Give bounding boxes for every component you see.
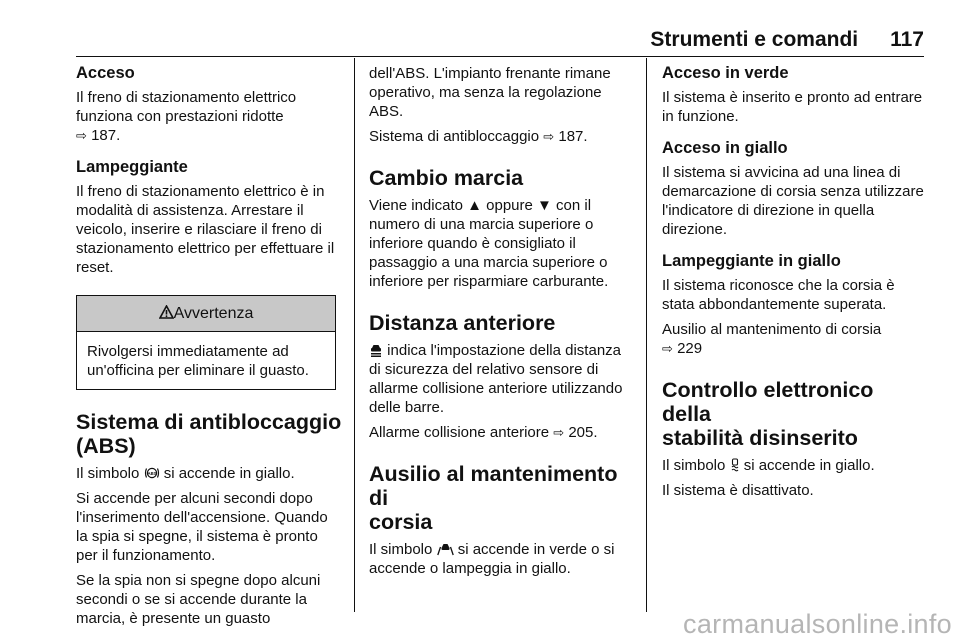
- warning-box: [76, 295, 336, 390]
- green-title: Acceso in verde: [662, 64, 789, 82]
- abs-symbol-text: Il simbolo ABS si accende in giallo.: [76, 465, 295, 482]
- yellow-text: Il sistema si avvicina ad una linea di demarcazione di corsia senza utilizzare l'indicatore di direzione in quella direzione.: [662, 164, 924, 238]
- esc-heading: Controllo elettronico della stabilità disinserito: [662, 378, 874, 450]
- reference-arrow-icon: ⇨: [76, 128, 87, 143]
- distance-text: indica l'impostazione della distanza di sicurezza del relativo sensore di allarme collisione anteriore utilizzando delle barre.: [369, 342, 623, 416]
- page-reference[interactable]: 229: [677, 340, 703, 357]
- page-title: Strumenti e comandi: [650, 28, 859, 51]
- gear-heading: Cambio marcia: [369, 166, 524, 190]
- column-left: [76, 64, 342, 634]
- abs-reference: Sistema di antibloccaggio ⇨ 187.: [369, 128, 588, 145]
- column-middle: [369, 64, 635, 584]
- reference-arrow-icon: ⇨: [662, 341, 673, 356]
- reference-arrow-icon: ⇨: [543, 129, 555, 144]
- svg-text:ABS: ABS: [147, 470, 156, 476]
- blink-title: Lampeggiante in giallo: [662, 252, 841, 270]
- gear-text: Viene indicato ▲ oppure ▼ con il numero di una marcia superiore o inferiore quando è consigliato il passaggio a una marcia superiore o inferiore per risparmiare carburante.: [369, 197, 609, 290]
- acceso-title: Acceso: [76, 64, 135, 82]
- warning-text: Rivolgersi immediatamente ad un'officina per eliminare il guasto.: [87, 343, 309, 379]
- esc-off-text: Il sistema è disattivato.: [662, 482, 814, 499]
- page-reference[interactable]: 187.: [558, 128, 588, 145]
- watermark: carmanualsonline.info: [683, 609, 952, 639]
- warning-title: Avvertenza: [173, 305, 254, 322]
- green-text: Il sistema è inserito e pronto ad entrare in funzione.: [662, 89, 923, 125]
- esc-text: Il simbolo si accende in giallo.: [662, 457, 875, 474]
- page-reference[interactable]: 205.: [568, 424, 598, 441]
- header-rule: [76, 56, 924, 57]
- warning-triangle-icon: [159, 305, 174, 319]
- lane-heading: Ausilio al mantenimento di corsia: [369, 462, 618, 534]
- abs-continued-text: dell'ABS. L'impianto frenante rimane operativo, ma senza la regolazione ABS.: [369, 65, 611, 120]
- page-number: 117: [890, 28, 924, 51]
- distance-reference: Allarme collisione anteriore ⇨ 205.: [369, 424, 598, 441]
- abs-paragraph: Se la spia non si spegne dopo alcuni secondi o se si accende durante la marcia, è presente un guasto: [76, 572, 321, 627]
- lampeggiante-text: Il freno di stazionamento elettrico è in modalità di assistenza. Arrestare il veicolo, inserire e rilasciare il freno di stazionamento elettrico per effettuare il reset.: [76, 183, 335, 276]
- abs-paragraph: Si accende per alcuni secondi dopo l'inserimento dell'accensione. Quando la spia si spegne, il sistema è pronto per il funzionamento.: [76, 490, 328, 564]
- column-divider: [646, 58, 647, 612]
- warning-header: [77, 296, 335, 332]
- esc-off-icon: [730, 458, 740, 472]
- reference-arrow-icon: ⇨: [553, 425, 565, 440]
- column-right: [662, 64, 928, 506]
- column-divider: [354, 58, 355, 612]
- acceso-text: Il freno di stazionamento elettrico funziona con prestazioni ridotte ⇨ 187.: [76, 89, 297, 144]
- page-header: [650, 28, 924, 52]
- page-reference[interactable]: 187.: [91, 127, 121, 144]
- yellow-title: Acceso in giallo: [662, 139, 788, 157]
- blink-text: Il sistema riconosce che la corsia è stata abbondantemente superata.: [662, 277, 895, 313]
- abs-warning-icon: [144, 466, 160, 480]
- lane-text: Il simbolo si accende in verde o si accende o lampeggia in giallo.: [369, 541, 615, 577]
- following-distance-icon: [369, 343, 383, 357]
- distance-heading: Distanza anteriore: [369, 311, 556, 335]
- lane-reference: Ausilio al mantenimento di corsia ⇨ 229: [662, 321, 882, 357]
- lane-keep-assist-icon: [437, 542, 454, 556]
- abs-heading: Sistema di antibloccaggio (ABS): [76, 410, 342, 458]
- lampeggiante-title: Lampeggiante: [76, 158, 188, 176]
